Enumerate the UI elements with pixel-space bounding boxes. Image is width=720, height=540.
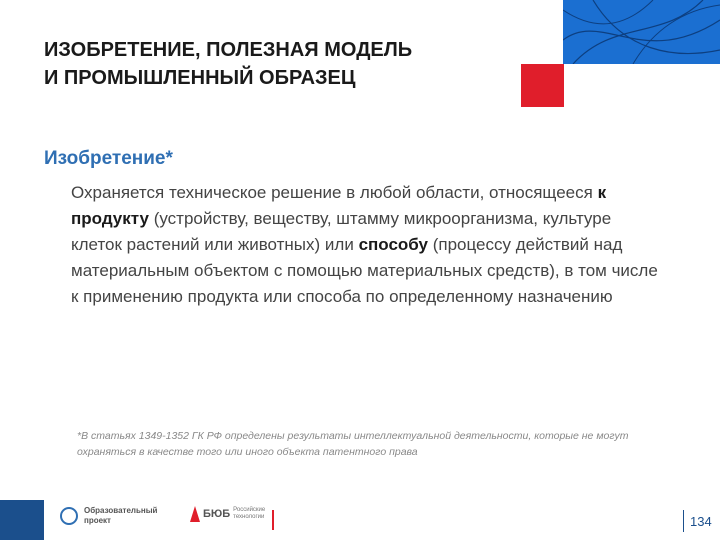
title-line-2: И ПРОМЫШЛЕННЫЙ ОБРАЗЕЦ (44, 67, 356, 89)
section-subtitle: Изобретение* (44, 148, 173, 169)
education-project-logo (60, 506, 157, 526)
footer-red-divider (272, 510, 274, 530)
body-bold-method: способу (358, 235, 429, 254)
body-paragraph (71, 180, 661, 310)
triangle-icon (190, 506, 200, 522)
decorative-red-square (521, 64, 564, 107)
footer-blue-block (0, 500, 44, 540)
globe-icon (60, 507, 78, 525)
footnote: *В статьях 1349-1352 ГК РФ определены результаты интеллектуальной деятельности, которые не могут охраняться в качестве того или иного объекта патентного права (77, 430, 629, 458)
body-bold-product: к продукту (71, 183, 607, 228)
logo2-small-2: технологии (233, 514, 265, 520)
logo1-line-1: Образовательный (84, 506, 158, 515)
slide-title (44, 36, 412, 92)
body-part-2: (устройству, веществу, штамму микроорганизма, культуре клеток растений или животных) или (71, 209, 612, 254)
logo2-name: БЮБ (203, 508, 231, 520)
page-number-divider (683, 510, 684, 532)
logo2-small-1: Российские (233, 507, 266, 513)
body-part-3: (процессу действий над материальным объектом с помощью материальных средств), в том числе к применению продукта или способа по определенному назначению (71, 235, 658, 306)
body-part-1: Охраняется техническое решение в любой области, относящееся (71, 183, 598, 202)
title-line-1: ИЗОБРЕТЕНИЕ, ПОЛЕЗНАЯ МОДЕЛЬ (44, 39, 413, 61)
logo1-line-2: проект (84, 516, 111, 525)
decorative-lines-graphic (563, 0, 720, 64)
partner-logo (190, 506, 265, 522)
decorative-blue-block (563, 0, 720, 64)
page-number: 134 (690, 514, 712, 529)
